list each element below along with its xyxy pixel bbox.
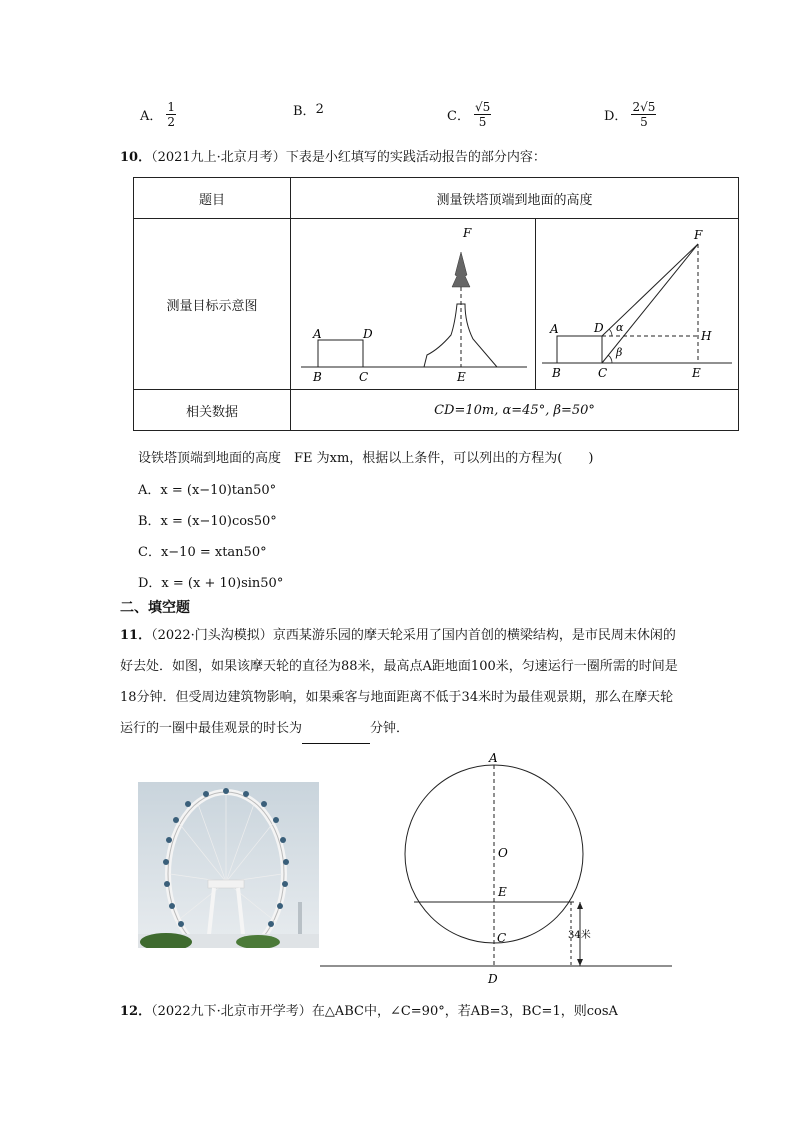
fraction: $\frac{√5}{5}$ — [474, 100, 491, 129]
choice-b: B．x = (x−10)cos50° — [138, 514, 277, 529]
choice-a: A．x = (x−10)tan50° — [138, 483, 277, 498]
ferris-wheel-icon — [138, 782, 319, 948]
label-e: E — [498, 885, 507, 899]
option-c: C． $\frac{√5}{5}$ — [447, 100, 491, 129]
label-f: F — [463, 226, 472, 240]
cell-data-value: CD=10m, α=45°, β=50° — [291, 390, 739, 431]
q10-question: 设铁塔顶端到地面的高度 FE 为xm，根据以上条件，可以列出的方程为( ) — [138, 451, 594, 466]
cell-data-label: 相关数据 — [134, 390, 291, 431]
circle-diagram — [318, 750, 678, 990]
cell-title-value: 测量铁塔顶端到地面的高度 — [291, 178, 739, 219]
label-d: D — [488, 972, 498, 986]
q10-stem: 10．（2021九上·北京月考）下表是小红填写的实践活动报告的部分内容： — [120, 150, 546, 165]
report-table — [133, 177, 739, 431]
option-d: D． $\frac{2√5}{5}$ — [604, 100, 656, 129]
fraction: $\frac{2√5}{5}$ — [632, 100, 656, 129]
label-f: F — [694, 228, 703, 242]
label-c: C — [359, 370, 369, 384]
label-e: E — [692, 366, 701, 380]
fraction: $\frac{1}{2}$ — [167, 100, 176, 129]
cell-title-label: 题目 — [134, 178, 291, 219]
q11-text: 11．（2022·门头沟模拟）京西某游乐园的摩天轮采用了国内首创的横梁结构，是市民周末休闲的好去处．如图，如果该摩天轮的直径为88米，最高点A距地面100米，匀速运行一圈所需的时间是18分钟．但受周边建筑物影响，如果乘客与地面距离不低于34米时为最佳观景期，那么在摩天轮运行的一圈中最佳观景的时长为 分钟． — [120, 620, 680, 744]
label-b: B — [313, 370, 322, 384]
choice-d: D．x = (x + 10)sin50° — [138, 576, 284, 591]
label-h: H — [701, 329, 712, 343]
label-a: A — [313, 327, 322, 341]
label-alpha: α — [616, 321, 624, 334]
cell-figure-2 — [536, 219, 739, 390]
option-a: A． $\frac{1}{2}$ — [140, 100, 176, 129]
cell-figure-label: 测量目标示意图 — [134, 219, 291, 390]
label-d: D — [594, 321, 604, 335]
label-c: C — [598, 366, 608, 380]
choice-c: C．x−10 = xtan50° — [138, 545, 267, 560]
label-e: E — [457, 370, 466, 384]
label-o: O — [498, 846, 508, 860]
cell-figure-1 — [291, 219, 536, 390]
label-b: B — [552, 366, 561, 380]
label-beta: β — [616, 346, 623, 359]
label-a: A — [489, 751, 498, 765]
answer-blank — [302, 729, 370, 744]
section-title: 二、填空题 — [120, 600, 190, 616]
ferris-wheel-photo — [138, 782, 319, 948]
tower-diagram — [291, 219, 535, 389]
option-b: B． 2 — [293, 102, 324, 119]
label-a: A — [550, 322, 559, 336]
dimension-label: 34米 — [568, 930, 591, 941]
label-d: D — [363, 327, 373, 341]
label-c: C — [497, 931, 507, 945]
q12-text: 12．（2022九下·北京市开学考）在△ABC中，∠C=90°，若AB=3，BC=1，则cosA — [120, 1004, 618, 1019]
angle-diagram — [536, 219, 738, 389]
